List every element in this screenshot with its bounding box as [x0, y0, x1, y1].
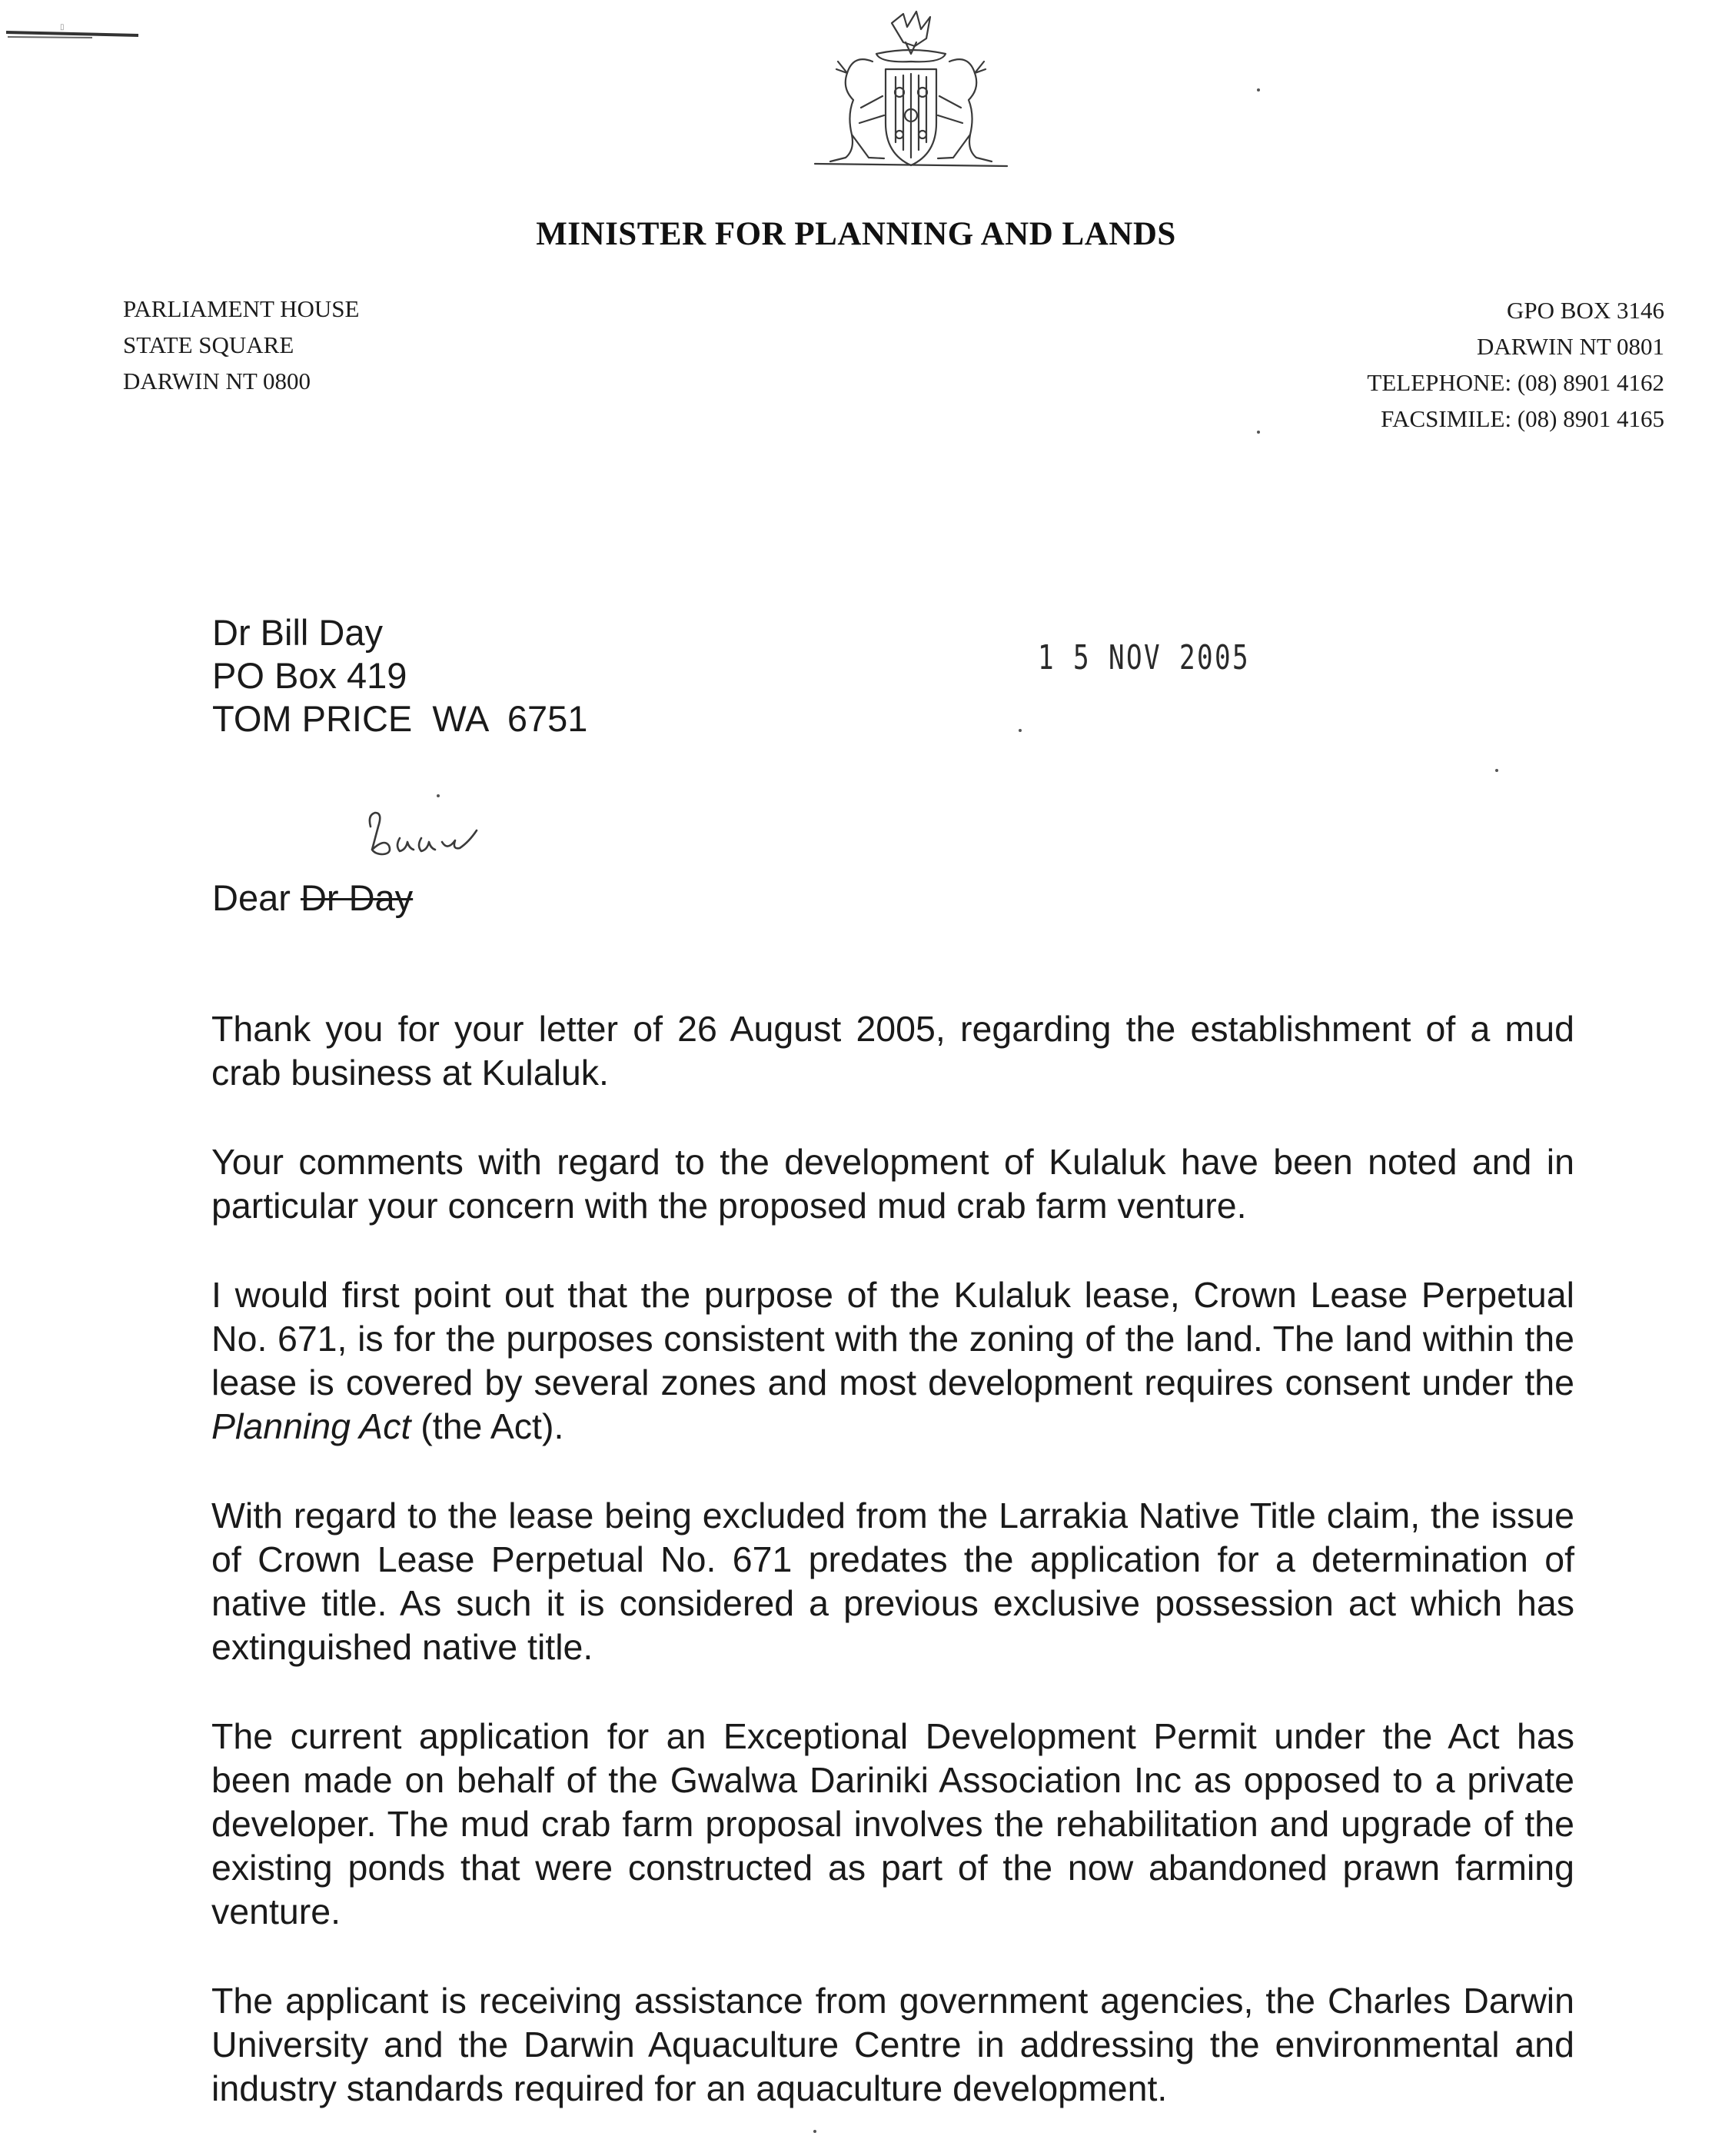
recipient-name: Dr Bill Day	[212, 612, 383, 653]
scan-speck	[437, 794, 440, 797]
letter-body	[211, 1007, 1574, 2156]
scan-speck	[1019, 729, 1022, 732]
body-paragraph	[211, 1273, 1574, 1449]
scan-speck	[813, 2130, 816, 2133]
body-text: I would first point out that the purpose of the Kulaluk lease, Crown Lease Perpetual No. 671, is for the purposes consistent with the zoning of the land. The land within the lease is covered by several zones and most development requires consent under the	[211, 1275, 1574, 1402]
body-paragraph: The applicant is receiving assistance from government agencies, the Charles Darwin University and the Darwin Aquaculture Centre in addressing the environmental and industry standards required for an aquaculture development.	[211, 1981, 1574, 2108]
body-paragraph: Your comments with regard to the development of Kulaluk have been noted and in particular your concern with the proposed mud crab farm venture.	[211, 1142, 1574, 1226]
body-paragraph: The current application for an Exceptional Development Permit under the Act has been made on behalf of the Gwalwa Dariniki Association Inc as opposed to a private developer. The mud crab farm proposal involves the rehabilitation and upgrade of the existing ponds that were constructed as part of the now abandoned prawn farming venture.	[211, 1716, 1574, 1931]
salutation	[212, 877, 413, 920]
scan-speck	[1257, 88, 1260, 91]
postal-locality: DARWIN NT 0801	[1477, 333, 1664, 360]
ministry-address-right	[1367, 292, 1664, 437]
salutation-prefix: Dear	[212, 877, 301, 918]
scan-speck	[1257, 431, 1260, 434]
ministry-title: MINISTER FOR PLANNING AND LANDS	[536, 216, 1176, 252]
body-paragraph: Thank you for your letter of 26 August 2005, regarding the establishment of a mud crab business at Kulaluk.	[211, 1009, 1574, 1093]
scan-pen-mark	[0, 23, 146, 42]
address-line: PARLIAMENT HOUSE	[123, 295, 360, 322]
date-stamp: 1 5 NOV 2005	[1038, 638, 1251, 677]
coat-of-arms-icon	[799, 8, 1022, 173]
svg-text:▯: ▯	[60, 23, 65, 32]
postal-box: GPO BOX 3146	[1507, 297, 1664, 324]
handwritten-name-signature	[361, 804, 492, 865]
scan-speck	[1495, 769, 1498, 772]
ministry-address-left	[123, 291, 359, 399]
recipient-address	[212, 611, 587, 740]
act-title: Planning Act	[211, 1406, 411, 1446]
body-paragraph: With regard to the lease being excluded from the Larrakia Native Title claim, the issue of Crown Lease Perpetual No. 671 predates the application for a determination of native title. As such it is considered a previous exclusive possession act which has extinguished native title.	[211, 1496, 1574, 1667]
telephone: TELEPHONE: (08) 8901 4162	[1367, 369, 1664, 396]
recipient-locality: TOM PRICE WA 6751	[212, 698, 588, 739]
recipient-po-box: PO Box 419	[212, 655, 407, 696]
body-text: (the Act).	[411, 1406, 564, 1446]
facsimile: FACSIMILE: (08) 8901 4165	[1381, 405, 1664, 432]
salutation-struck-name: Dr Day	[300, 877, 414, 918]
address-line: STATE SQUARE	[123, 331, 294, 358]
address-line: DARWIN NT 0800	[123, 368, 311, 394]
